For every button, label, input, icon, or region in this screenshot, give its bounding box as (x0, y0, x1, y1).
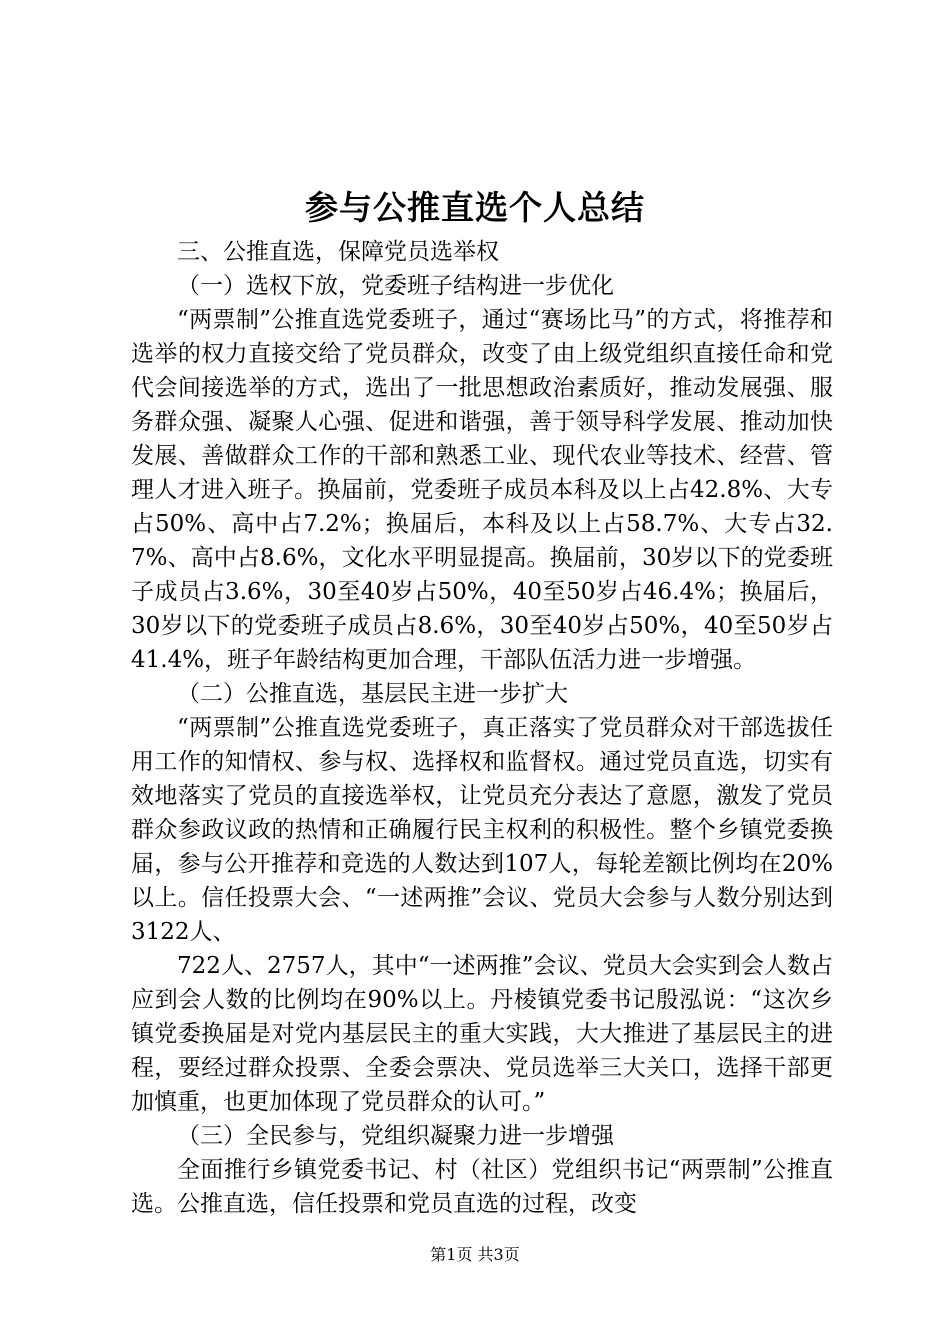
subsection-heading: （二）公推直选，基层民主进一步扩大 (177, 681, 568, 707)
paragraph: 全面推行乡镇党委书记、村（社区）党组织书记“两票制”公推直选。公推直选，信任投票和党员直选的过程，改变 (131, 1157, 833, 1217)
subsection-heading: （三）全民参与，党组织凝聚力进一步增强 (177, 1123, 614, 1149)
document-title: 参与公推直选个人总结 (305, 188, 645, 227)
document-body (131, 235, 833, 1221)
paragraph: “两票制”公推直选党委班子，通过“赛场比马”的方式，将推荐和选举的权力直接交给了党员群众，改变了由上级党组织直接任命和党代会间接选举的方式，选出了一批思想政治素质好，推动发展强、服务群众强、凝聚人心强、促进和谐强，善于领导科学发展、推动加快发展、善做群众工作的干部和熟悉工业、现代农业等技术、经营、管理人才进入班子。换届前，党委班子成员本科及以上占42.8%、大专占50%、高中占7.2%；换届后，本科及以上占58.7%、大专占32.7%、高中占8.6%，文化水平明显提高。换届前，30岁以下的党委班子成员占3.6%，30至40岁占50%，40至50岁占46.4%；换届后，30岁以下的党委班子成员占8.6%，30至40岁占50%，40至50岁占41.4%，班子年龄结构更加合理，干部队伍活力进一步增强。 (131, 307, 833, 673)
page-footer: 第1页 共3页 (430, 1245, 520, 1264)
section-heading: 三、公推直选，保障党员选举权 (177, 239, 499, 265)
paragraph: 722人、2757人，其中“一述两推”会议、党员大会实到会人数占应到会人数的比例均在90%以上。丹棱镇党委书记殷泓说：“这次乡镇党委换届是对党内基层民主的重大实践，大大推进了基层民主的进程，要经过群众投票、全委会票决、党员选举三大关口，选择干部更加慎重，也更加体现了党员群众的认可。” (131, 953, 833, 1115)
paragraph: “两票制”公推直选党委班子，真正落实了党员群众对干部选拔任用工作的知情权、参与权、选择权和监督权。通过党员直选，切实有效地落实了党员的直接选举权，让党员充分表达了意愿，激发了党员群众参政议政的热情和正确履行民主权利的积极性。整个乡镇党委换届，参与公开推荐和竞选的人数达到107人，每轮差额比例均在20%以上。信任投票大会、“一述两推”会议、党员大会参与人数分别达到3122人、 (131, 715, 833, 945)
subsection-heading: （一）选权下放，党委班子结构进一步优化 (177, 273, 614, 299)
